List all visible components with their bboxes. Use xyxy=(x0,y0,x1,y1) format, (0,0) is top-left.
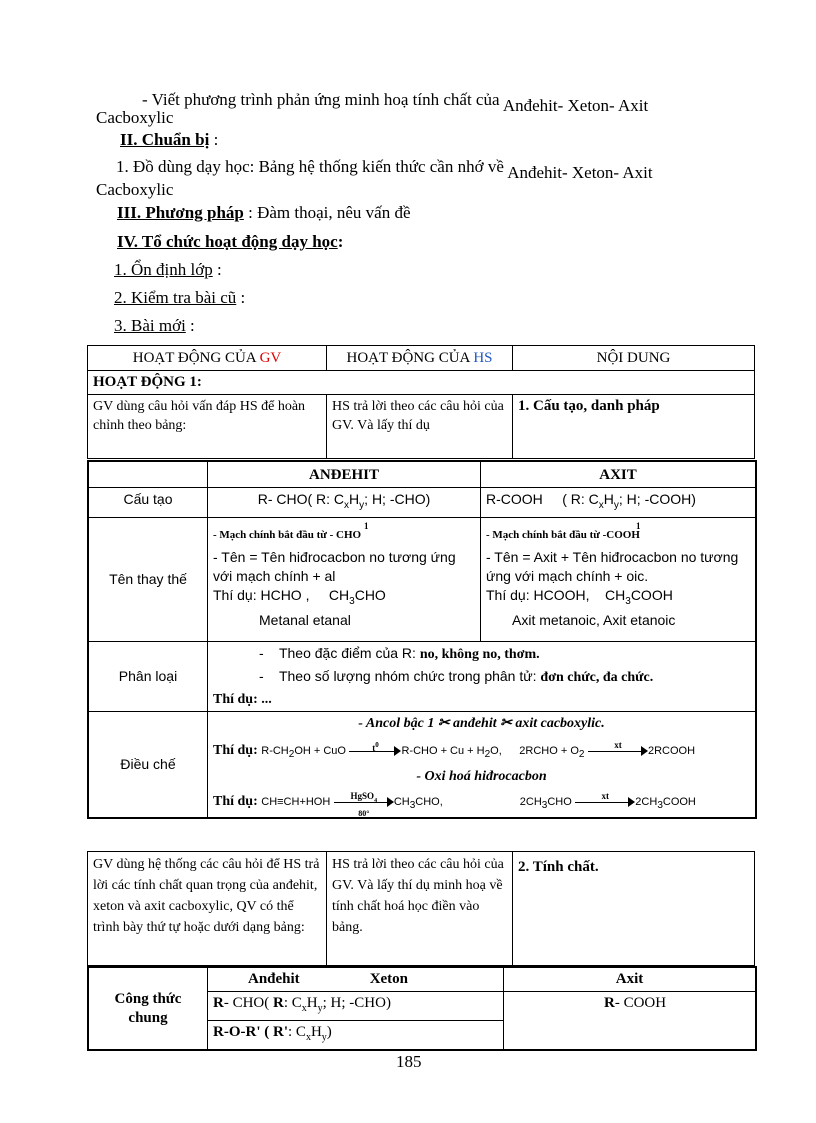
gv-activity-1: GV dùng câu hỏi vấn đáp HS để hoàn chỉnh theo bảng: xyxy=(88,395,327,459)
head-axit: Axit xyxy=(504,967,757,992)
formula-axit: R- COOH xyxy=(504,992,757,1051)
col-andehit: ANĐEHIT xyxy=(208,461,481,488)
header-gv: HOẠT ĐỘNG CỦA GV xyxy=(88,346,327,371)
phanloai-3: Thí dụ: ... xyxy=(213,691,272,707)
step-1: 1. Ổn định lớp : xyxy=(114,260,222,279)
cautao-andehit: R- CHO( R: $C_xH_y$; H; -CHO) xyxy=(208,488,481,518)
arrow-heat: $t^0$ xyxy=(349,746,401,756)
arrow-hgso4: HgSO$_4$ 80° xyxy=(334,797,394,807)
cautao-axit: R-COOH ( R: $C_xH_y$; H; -COOH) xyxy=(481,488,757,518)
hs-activity-1: HS trả lời theo các câu hỏi của GV. Và lấy thí dụ xyxy=(327,395,513,459)
head-andehit-xeton: Anđehit Xeton xyxy=(208,967,504,992)
dieuche-2: - Oxi hoá hiđrocacbon xyxy=(416,768,547,784)
activity-1-label: HOẠT ĐỘNG 1: xyxy=(88,371,755,395)
hs-activity-2: HS trả lời theo các câu hỏi của GV. Và lấy thí dụ minh hoạ về tính chất hoá học điền vào bảng. xyxy=(327,852,513,966)
step-2: 2. Kiểm tra bài cũ : xyxy=(114,288,246,307)
prep-line-cont: Cacboxylic xyxy=(96,180,174,199)
axit-tidu: Thí dụ: HCOOH, $CH_3COOH$ xyxy=(486,586,673,607)
content-1: 1. Cấu tạo, danh pháp xyxy=(513,395,755,459)
activity-table-2 xyxy=(87,851,755,966)
row-cautao: Cấu tạo xyxy=(88,488,208,518)
section-2: II. Chuẩn bị : xyxy=(120,130,219,149)
axit-mach-chinh: - Mạch chính bắt đầu từ -COOH 1 xyxy=(486,520,641,541)
prep-line: 1. Đồ dùng dạy học: Bảng hệ thống kiến thức cần nhớ về Anđehit- Xeton- Axit xyxy=(116,157,653,182)
section-3: III. Phương pháp : Đàm thoại, nêu vấn đề xyxy=(117,203,411,222)
row-dieuche: Điều chế xyxy=(88,711,208,818)
dieuche-content xyxy=(208,711,757,818)
tenthaythe-axit xyxy=(481,517,757,641)
gv-activity-2: GV dùng hệ thống các câu hỏi để HS trả lời các tính chất quan trọng của anđehit, xeton và axit cacboxylic, QV có thể trình bày thứ tự hoặc dưới dạng bảng: xyxy=(88,852,327,966)
phanloai-1: - Theo đặc điểm của R: no, không no, thơm. xyxy=(259,644,540,662)
andehit-tidu: Thí dụ: HCHO , $CH_3CHO$ xyxy=(213,586,386,607)
row-phanloai: Phân loại xyxy=(88,641,208,711)
row-tenthaythe: Tên thay thế xyxy=(88,517,208,641)
arrow-xt-2: xt xyxy=(575,797,635,807)
structure-table xyxy=(87,460,757,819)
row-congthucchung: Công thức chung xyxy=(88,967,208,1050)
andehit-names: Metanal etanal xyxy=(259,611,351,628)
activity-table-1 xyxy=(87,345,755,459)
formula-andehit: R- CHO( R: $C_xH_y$; H; -CHO) xyxy=(208,992,504,1021)
header-hs: HOẠT ĐỘNG CỦA HS xyxy=(327,346,513,371)
phanloai-2: - Theo số lượng nhóm chức trong phân tử: đơn chức, đa chức. xyxy=(259,667,654,685)
intro-line1: - Viết phương trình phản ứng minh hoạ tính chất của Anđehit- Xeton- Axit xyxy=(142,90,649,115)
dieuche-example-1: Thí dụ: $R-CH_2OH$ + CuO $t^0$ $R-CHO + Cu + H_2O$, 2RCHO + $O_2$ xt 2RCOOH xyxy=(213,739,696,760)
arrow-xt-1: xt xyxy=(588,746,648,756)
phanloai-content xyxy=(208,641,757,711)
andehit-ten: - Tên = Tên hiđrocacbon no tương ứng với mạch chính + al xyxy=(213,548,456,584)
page-number: 185 xyxy=(396,1052,422,1071)
col-axit: AXIT xyxy=(481,461,757,488)
dieuche-example-2: Thí dụ: CH≡CH+HOH HgSO$_4$ 80° $CH_3CHO$, $2CH_3CHO$ xt $2CH_3COOH$ xyxy=(213,790,696,818)
header-noidung: NỘI DUNG xyxy=(513,346,755,371)
intro-line1-cont: Cacboxylic xyxy=(96,108,174,127)
content-2: 2. Tính chất. xyxy=(513,852,755,966)
formula-xeton: R-O-R' ( R': $C_xH_y$) xyxy=(208,1021,504,1051)
tenthaythe-andehit xyxy=(208,517,481,641)
andehit-mach-chinh: - Mạch chính bắt đầu từ - CHO 1 xyxy=(213,520,369,541)
axit-ten: - Tên = Axit + Tên hiđrocacbon no tương ứng với mạch chính + oic. xyxy=(486,548,739,584)
section-4: IV. Tổ chức hoạt động dạy học: xyxy=(117,232,344,251)
step-3: 3. Bài mới : xyxy=(114,316,195,335)
axit-names: Axit metanoic, Axit etanoic xyxy=(512,611,676,628)
dieuche-1: - Ancol bậc 1 ✂ anđehit ✂ axit cacboxylic. xyxy=(358,715,605,731)
formula-table xyxy=(87,966,757,1051)
